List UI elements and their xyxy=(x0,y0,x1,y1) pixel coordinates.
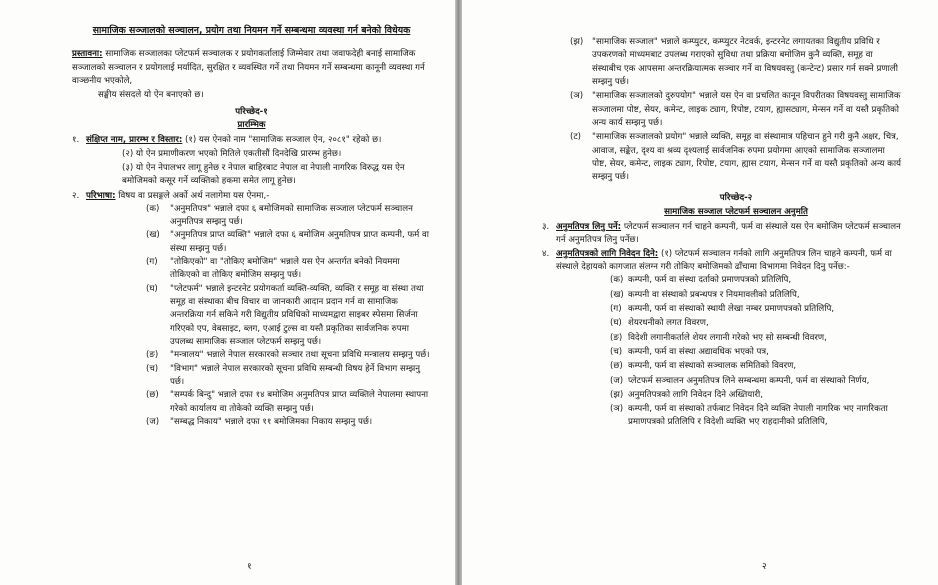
section-text: प्लेटफर्म सञ्चालन गर्न चाहने कम्पनी, फर्म वा संस्थाले यस ऐन बमोजिम प्लेटफर्म सञ्चालन गर्न अनुमतिपत्र लिनु पर्नेछ। xyxy=(556,222,901,246)
chapter-subheading: प्रारम्भिक xyxy=(237,119,266,130)
section-4 xyxy=(542,248,902,275)
list-item xyxy=(610,317,902,330)
item-text: "सामाजिक सञ्जालको प्रयोग" भन्नाले व्यक्ति, समूह वा संस्थामात्र पहिचान हुने गरी कुनै अक्षर, चित्र, आवाज, सङ्केत, दृश्य वा श्रव्य दृश्यलाई सार्वजनिक रुपमा प्रयोगमा आएको सामाजिक सञ्जालमा पोष्ट, सेयर, कमेन्ट, लाइक ट्याग, रिपोष्ट, टयाग, ह्यास टयाग, मेन्सन गर्ने वा यस्तै प्रकृतिको अन्य कार्य सम्झनु पर्छ। xyxy=(592,132,902,183)
item-text: "सम्बद्ध निकाय" भन्नाले दफा ११ बमोजिमका निकाय सम्झनु पर्छ। xyxy=(170,416,373,427)
item-text: प्लेटफर्म सञ्चालन अनुमतिपत्र लिने सम्बन्धमा कम्पनी, फर्म वा संस्थाको निर्णय, xyxy=(628,375,870,386)
section-number: २. xyxy=(72,190,80,201)
item-mark: (छ) xyxy=(146,390,159,401)
preamble-text: सामाजिक सञ्जालका प्लेटफर्म सञ्चालक र प्रयोगकर्तालाई जिम्मेवार तथा जवाफदेही बनाई सामाजिक सञ्जालको सञ्चालन र प्रयोगलाई मर्यादित, सुरक्षित र व्यवस्थित गर्ने तथा नियमन गर्ने सम्बन्धमा कानूनी व्यवस्था गर्न वाञ्छनीय भएकोले, xyxy=(72,49,425,87)
section-heading: परिभाषा: xyxy=(86,190,116,201)
item-text: शेयरधनीको लगत विवरण, xyxy=(628,318,709,329)
list-item xyxy=(610,375,902,388)
list-item xyxy=(146,349,431,362)
item-text: "तोकिएको" वा "तोकिए बमोजिम" भन्नाले यस ऐन अन्तर्गत बनेको नियममा तोकिएको वा तोकिए बमोजिम सम्झनु पर्छ। xyxy=(170,257,400,281)
chapter-subheading: सामाजिक सञ्जाल प्लेटफर्म सञ्चालन अनुमति xyxy=(664,206,808,217)
item-text: कम्पनी वा संस्थाको प्रबन्धपत्र र नियमावलीको प्रतिलिपि, xyxy=(628,289,800,300)
item-mark: (क) xyxy=(610,275,624,286)
list-item xyxy=(610,303,902,316)
item-text: कम्पनी, फर्म वा संस्थाको स्थायी लेखा नम्बर प्रमाणपत्रको प्रतिलिपि, xyxy=(628,303,835,314)
list-item xyxy=(610,403,902,430)
item-text: "सामाजिक सञ्जालको दुरुपयोग" भन्नाले यस ऐन वा प्रचलित कानून विपरीतका विषयवस्तु सामाजिक सञ्जालमा पोष्ट, सेयर, कमेन्ट, लाइक ट्याग, रिपोष्ट, टयाग, ह्यासट्याग, मेन्सन गर्ने वा यस्तै प्रकृतिको अन्य कार्य सम्झनु पर्छ। xyxy=(592,91,901,128)
page-number: २ xyxy=(762,562,767,573)
subsection-1-2: (२) यो ऐन प्रमाणीकरण भएको मितिले एकतीसौं दिनदेखि प्रारम्भ हुनेछ। xyxy=(122,148,342,159)
item-mark: (ङ) xyxy=(146,350,159,361)
item-text: कम्पनी, फर्म वा संस्थाको तर्फबाट निवेदन दिने व्यक्ति नेपाली नागरिक भए नागरिकता प्रमाणपत्रको प्रतिलिपि र विदेशी व्यक्ति भए राहदानीको प्रतिलिपि, xyxy=(628,404,888,428)
section-number: ३. xyxy=(542,222,550,233)
enacting-clause: सङ्घीय संसदले यो ऐन बनाएको छ। xyxy=(98,90,204,101)
item-text: "विभाग" भन्नाले नेपाल सरकारको सूचना प्रविधि सम्बन्धी विषय हेर्ने विभाग सम्झनु पर्छ। xyxy=(170,363,421,387)
list-item xyxy=(610,289,902,302)
item-mark: (च) xyxy=(610,346,623,357)
item-mark: (ख) xyxy=(610,289,624,300)
section-number: १. xyxy=(72,135,80,146)
item-mark: (ज) xyxy=(610,375,624,386)
list-item xyxy=(146,229,431,256)
item-text: कम्पनी, फर्म वा संस्था अद्यावधिक भएको पत्र, xyxy=(628,346,769,357)
right-page xyxy=(462,0,938,585)
item-mark: (घ) xyxy=(146,283,158,294)
list-item xyxy=(146,363,431,390)
page-number: १ xyxy=(247,562,252,573)
list-item xyxy=(610,389,902,402)
list-item xyxy=(610,346,902,359)
list-item xyxy=(570,90,902,130)
subsection-1-3: (३) यो ऐन नेपालभर लागू हुनेछ र नेपाल बाहिरबाट नेपाल वा नेपाली नागरिक विरुद्ध यस ऐन बमोजिमको कसूर गर्ने व्यक्तिको हकमा समेत लागू हुनेछ। xyxy=(122,162,405,187)
item-text: कम्पनी, फर्म वा संस्थाको सञ्चालक समितिको विवरण, xyxy=(628,361,797,372)
list-item xyxy=(146,256,431,283)
list-item xyxy=(610,360,902,373)
section-text: (१) प्लेटफर्म सञ्चालन गर्नको लागि अनुमतिपत्र लिन चाहने कम्पनी, फर्म वा संस्थाले देहायको कागजात संलग्न गरी तोकिए बमोजिमको ढाँचामा विभागमा निवेदन दिनु पर्नेछ:- xyxy=(556,248,892,272)
left-page xyxy=(0,0,455,585)
section-1 xyxy=(72,134,431,147)
document-title: सामाजिक सञ्जालको सञ्चालन, प्रयोग तथा नियमन गर्ने सम्बन्धमा व्यवस्था गर्न बनेको विधेयक xyxy=(92,25,411,36)
item-text: कम्पनी, फर्म वा संस्था दर्ताको प्रमाणपत्रको प्रतिलिपि, xyxy=(628,275,792,286)
item-text: "प्लेटफर्म" भन्नाले इन्टरनेट प्रयोगकर्ता व्यक्ति-व्यक्ति, व्यक्ति र समूह वा संस्था तथा समूह वा संस्थाका बीच विचार वा जानकारी आदान प्रदान गर्न वा सामाजिक अन्तरक्रिया गर्न सकिने गरी विद्युतीय प्रविधिको माध्यमद्वारा साइबर स्पेसमा सिर्जना गरिएको एप, वेबसाइट, ब्लग, एआई टुल्स वा यस्तै प्रकृतिका सार्वजनिक रुपमा उपलब्ध सामाजिक सञ्जाल प्लेटफर्म सम्झनु पर्छ। xyxy=(170,283,424,347)
list-item xyxy=(570,36,902,89)
item-mark: (ज) xyxy=(146,416,160,427)
section-text: विषय वा प्रसङ्गले अर्को अर्थ नलागेमा यस ऐनमा,- xyxy=(118,190,270,201)
item-mark: (ग) xyxy=(146,257,158,268)
section-heading: संक्षिप्त नाम, प्रारम्भ र विस्तार: xyxy=(86,135,183,146)
page-gutter xyxy=(455,0,462,585)
item-mark: (घ) xyxy=(610,318,622,329)
list-item xyxy=(610,274,902,287)
item-mark: (झ) xyxy=(610,389,624,400)
list-item xyxy=(146,389,431,416)
definitions-list xyxy=(72,203,431,429)
section-2 xyxy=(72,190,431,203)
section-heading: अनुमतिपत्रको लागि निवेदन दिने: xyxy=(556,248,659,259)
list-item xyxy=(146,416,431,429)
item-mark: (च) xyxy=(146,363,159,374)
item-text: "अनुमतिपत्र" भन्नाले दफा ६ बमोजिमको सामाजिक सञ्जाल प्लेटफर्म सञ्चालन अनुमतिपत्र सम्झनु पर्छ। xyxy=(170,203,413,228)
item-text: अनुमतिपत्रको लागि निवेदन दिने अख्तियारी, xyxy=(628,389,763,400)
item-mark: (ञ) xyxy=(570,91,584,102)
preamble xyxy=(72,48,431,88)
list-item xyxy=(146,203,431,230)
section-heading: अनुमतिपत्र लिनु पर्ने: xyxy=(556,222,622,233)
item-text: विदेशी लगानीकर्ताले शेयर लगानी गरेको भए सो सम्बन्धी विवरण, xyxy=(628,332,827,343)
item-mark: (ञ) xyxy=(610,404,624,415)
list-item xyxy=(570,131,902,184)
definitions-continued xyxy=(570,36,902,184)
item-mark: (छ) xyxy=(610,361,623,372)
item-text: "मन्त्रालय" भन्नाले नेपाल सरकारको सञ्चार तथा सूचना प्रविधि मन्त्रालय सम्झनु पर्छ। xyxy=(170,350,430,361)
item-mark: (झ) xyxy=(570,37,584,47)
documents-list xyxy=(570,274,902,429)
item-text: "अनुमतिपत्र प्राप्त व्यक्ति" भन्नाले दफा ६ बमोजिम अनुमतिपत्र प्राप्त कम्पनी, फर्म वा संस्था सम्झनु पर्छ। xyxy=(170,230,429,254)
item-text: "सामाजिक सञ्जाल" भन्नाले कम्प्युटर, कम्प्युटर नेटवर्क, इन्टरनेट लगायतका विद्युतीय प्रविधि र उपकरणको माध्यमबाट उपलब्ध गराएको सुविधा तथा प्रक्रिया बमोजिम कुनै व्यक्ति, समूह वा संस्थाबीच एक आपसमा अन्तरक्रियात्मक सञ्चार गर्ने वा विषयवस्तु (कन्टेन्ट) प्रसार गर्न सक्ने प्रणाली सम्झनु पर्छ। xyxy=(592,37,898,87)
item-mark: (क) xyxy=(146,203,160,214)
chapter-heading: परिच्छेद-१ xyxy=(235,106,268,117)
section-3 xyxy=(542,221,902,248)
item-mark: (ग) xyxy=(610,303,622,314)
item-text: "सम्पर्क बिन्दु" भन्नाले दफा १४ बमोजिम अनुमतिपत्र प्राप्त व्यक्तिले नेपालमा स्थापना गरेको कार्यालय वा तोकेको व्यक्ति सम्झनु पर्छ। xyxy=(170,390,429,414)
section-number: ४. xyxy=(542,248,550,259)
item-mark: (ट) xyxy=(570,132,582,143)
chapter-heading: परिच्छेद-२ xyxy=(719,193,753,204)
list-item xyxy=(610,332,902,345)
item-mark: (ख) xyxy=(146,230,160,241)
section-text: (१) यस ऐनको नाम "सामाजिक सञ्जाल ऐन, २०८१" रहेको छ। xyxy=(185,135,382,146)
preamble-label: प्रस्तावना: xyxy=(72,49,103,60)
list-item xyxy=(146,283,431,350)
item-mark: (ङ) xyxy=(610,332,623,343)
